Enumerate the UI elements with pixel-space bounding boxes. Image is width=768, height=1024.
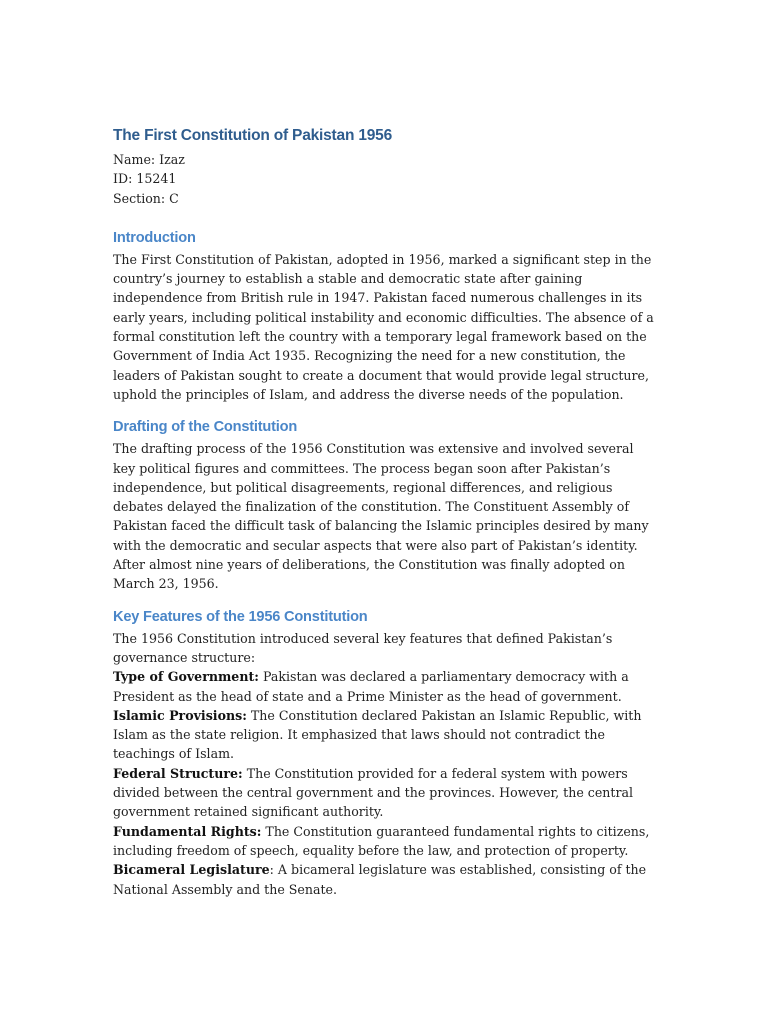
feature-item-bicameral-legislature (113, 860, 658, 899)
student-info (113, 150, 658, 208)
document-title: The First Constitution of Pakistan 1956 (113, 127, 392, 144)
feature-item-federal-structure (113, 764, 658, 822)
feature-label: Fundamental Rights: (113, 823, 262, 839)
feature-item-fundamental-rights (113, 822, 658, 861)
feature-text: Pakistan was declared a parliamentary democracy with a President as the head of state and a Prime Minister as the head of government. (113, 669, 629, 704)
feature-item-islamic-provisions (113, 706, 658, 764)
feature-text: The Constitution declared Pakistan an Islamic Republic, with Islam as the state religion. It emphasized that laws should not contradict the teachings of Islam. (113, 707, 642, 762)
drafting-heading: Drafting of the Constitution (113, 419, 298, 436)
introduction-paragraph: The First Constitution of Pakistan, adopted in 1956, marked a significant step in the country’s journey to establish a stable and democratic state after gaining independence from British rule in 1947. Pakistan faced numerous challenges in its early years, including political instability and economic difficulties. The absence of a formal constitution left the country with a temporary legal framework based on the Government of India Act 1935. Recognizing the need for a new constitution, the leaders of Pakistan sought to create a document that would provide legal structure, uphold the principles of Islam, and address the diverse needs of the population. (113, 251, 654, 402)
section-line: Section: C (113, 190, 179, 206)
drafting-paragraph: The drafting process of the 1956 Constitution was extensive and involved several key political figures and committees. The process began soon after Pakistan’s independence, but political disagreements, regional differences, and religious debates delayed the finalization of the constitution. The Constituent Assembly of Pakistan faced the difficult task of balancing the Islamic principles desired by many with the democratic and secular aspects that were also part of Pakistan’s identity. After almost nine years of deliberations, the Constitution was finally adopted on March 23, 1956. (113, 441, 649, 592)
feature-label: Bicameral Legislature (113, 862, 270, 878)
document-page (113, 126, 658, 899)
name-line: Name: Izaz (113, 152, 185, 167)
feature-label: Federal Structure: (113, 765, 243, 781)
introduction-heading: Introduction (113, 229, 196, 246)
feature-item-government-type (113, 667, 658, 706)
id-line: ID: 15241 (113, 171, 177, 187)
key-features-intro: The 1956 Constitution introduced several key features that defined Pakistan’s governance structure: (113, 630, 613, 665)
feature-text: : A bicameral legislature was established, consisting of the National Assembly and the Senate. (113, 862, 647, 897)
feature-text: The Constitution provided for a federal system with powers divided between the central government and the provinces. However, the central government retained significant authority. (113, 765, 634, 820)
feature-label: Islamic Provisions: (113, 707, 247, 723)
feature-text: The Constitution guaranteed fundamental rights to citizens, including freedom of speech, equality before the law, and protection of property. (113, 823, 650, 858)
feature-label: Type of Government: (113, 669, 259, 685)
key-features-heading: Key Features of the 1956 Constitution (113, 608, 368, 625)
